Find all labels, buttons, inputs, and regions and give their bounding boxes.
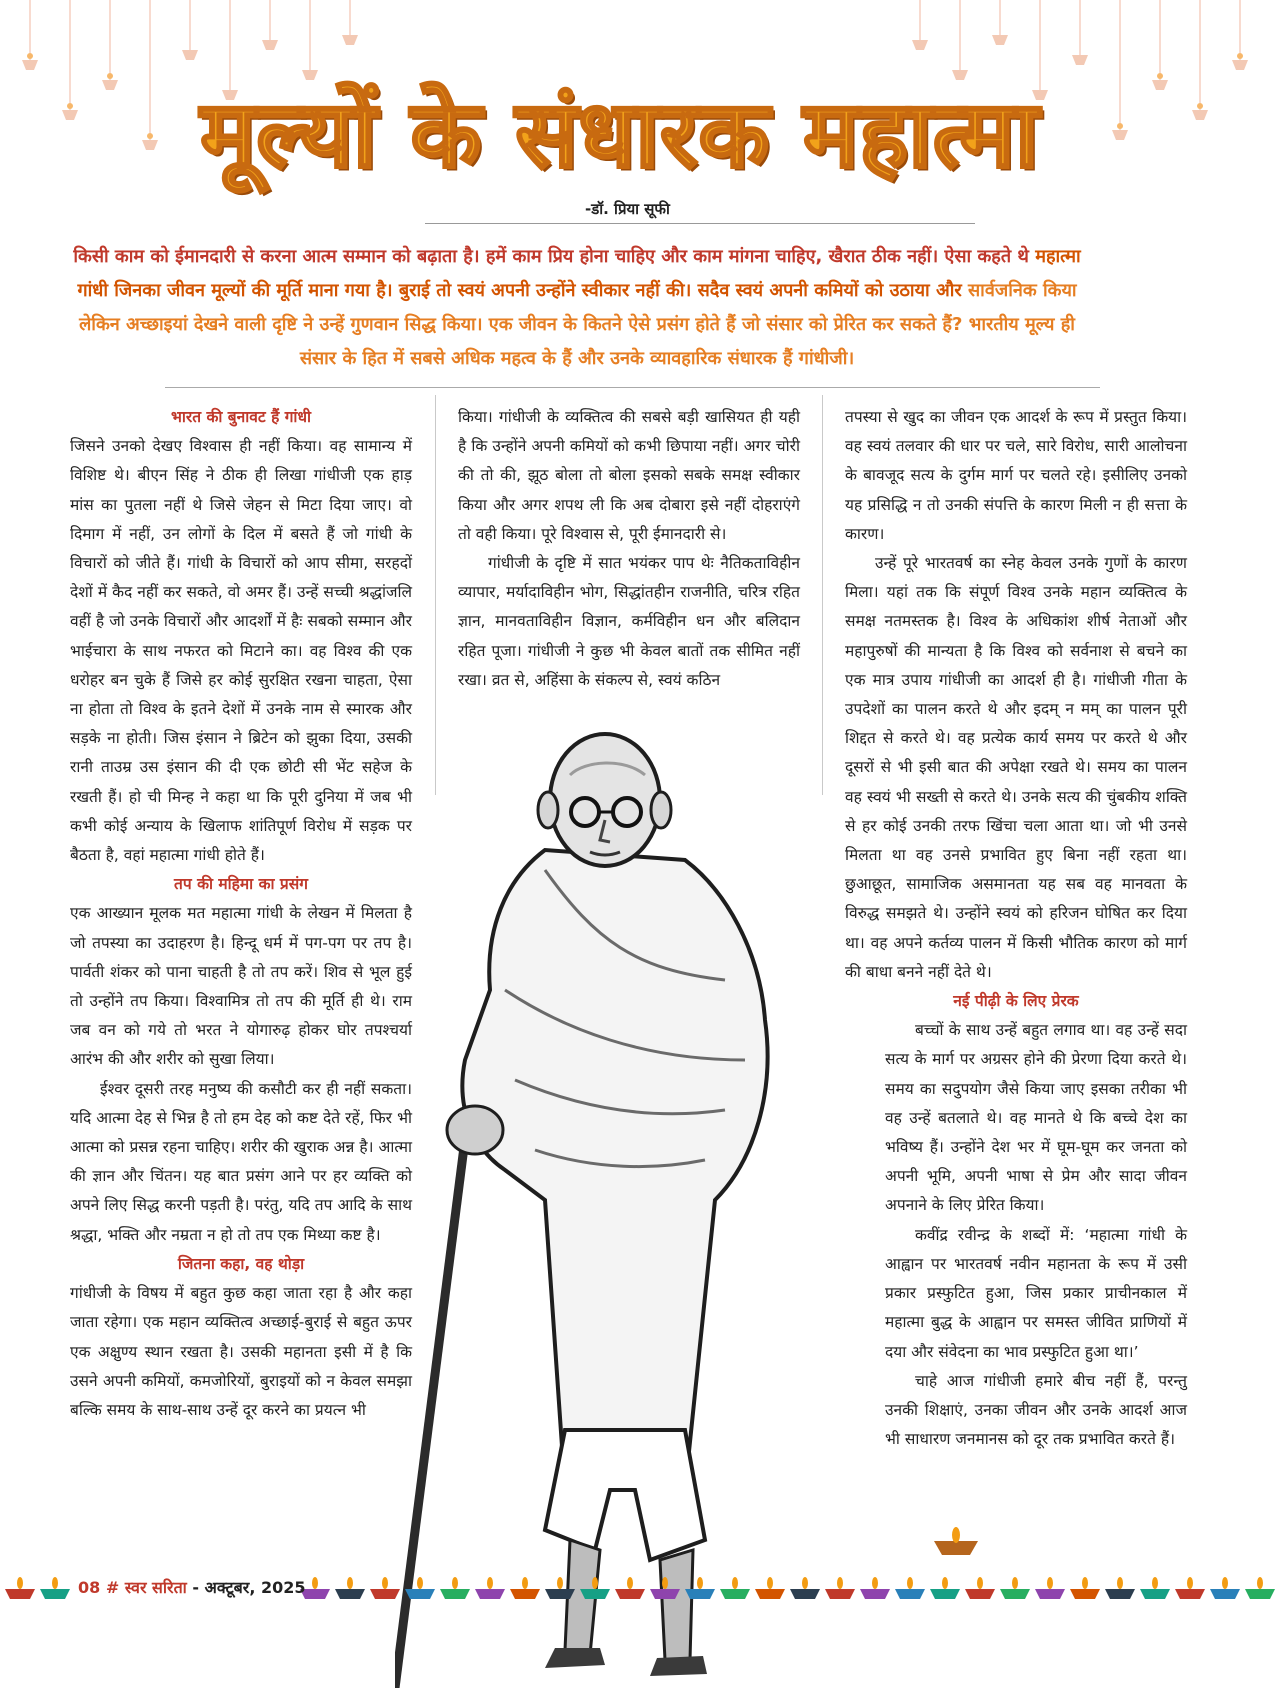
paragraph: एक आख्यान मूलक मत महात्मा गांधी के लेखन में मिलता है जो तपस्या का उदाहरण है। हिन्दू धर्म में पग-पग पर तप है। पार्वती शंकर को पाना चाहती है तो तप करें। शिव से भूल हुई तो उन्होंने तप किया। विश्वामित्र तो तप की मूर्ति ही थे। राम जब वन को गये तो भरत ने योगारुढ़ होकर घोर तपश्चर्या आरंभ की और शरीर को सुखा लिया। [70,904,412,1069]
paragraph: कवींद्र रवीन्द्र के शब्दों में: ‘महात्मा गांधी के आह्वान पर भारतवर्ष नवीन महानता के रूप में उसी प्रकार प्रस्फुटित हुआ, जिस प्रकार प्राचीनकाल में महात्मा बुद्ध के आह्वान पर समस्त जीवित प्राणियों में दया और संवेदना का भाव प्रस्फुटित हुआ था।’ [885,1225,1187,1361]
paragraph: तपस्या से खुद का जीवन एक आदर्श के रूप में प्रस्तुत किया। वह स्वयं तलवार की धार पर चले, सारे विरोध, सारी आलोचना के बावजूद सत्य के दुर्गम मार्ग पर चलते रहे। इसीलिए उनको यह प्रसिद्धि न तो उनकी संपत्ति के कारण मिली न ही सत्ता के कारण। [845,408,1187,543]
intro-line: महात्मा गांधी जिनका जीवन मूल्यों की मूर्ति माना गया है। बुराई तो स्वयं अपनी उन्होंने स्वीकार नहीं की। सदैव स्वयं अपनी कमियों को उठाया और [77,246,1081,301]
paragraph: जिसने उनको देखए विश्वास ही नहीं किया। वह सामान्य में विशिष्ट थे। बीएन सिंह ने ठीक ही लिखा गांधीजी एक हाड़ मांस का पुतला नहीं थे जिसे जेहन से मिटा दिया जाए। वो दिमाग में नहीं, उन लोगों के दिल में बसते हैं जो गांधी के विचारों को जीते हैं। गांधी के विचारों को आप सीमा, सरहदों देशों में कैद नहीं कर सकते, वो अमर हैं। उन्हें सच्ची श्रद्धांजलि वहीं है जो उनके विचारों और आदर्शों में हैः सबको सम्मान और भाईचारा के साथ नफरत को मिटाने का। वह विश्व की एक धरोहर बन चुके हैं जिसे हर कोई सुरक्षित रखना चाहता, ऐसा ना होता तो विश्व के इतने देशों में उनके नाम से स्मारक और सड़के ना होती। जिस इंसान ने ब्रिटेन को झुका दिया, उसकी रानी ताउम्र उस इंसान की दी एक छोटी सी भेंट सहेज के रखती हैं। हो ची मिन्ह ने कहा था कि पूरी दुनिया में जब भी कभी कोई अन्याय के खिलाफ शांतिपूर्ण विरोध में सड़क पर बैठता है, वहां महात्मा गांधी होते हैं। [70,437,412,865]
article-title: मूल्यों के संधारक महात्मा [200,81,1040,188]
section-heading: भारत की बुनावट हैं गांधी [170,408,311,426]
section-heading: तप की महिमा का प्रसंग [174,875,308,894]
diya-lamp-icon [930,1527,982,1559]
divider [425,223,975,224]
paragraph: गांधीजी के विषय में बहुत कुछ कहा जाता रहा है और कहा जाता रहेगा। एक महान व्यक्तित्व अच्छाई-बुराई से बहुत ऊपर एक अक्षुण्य स्थान रखता है। उसकी महानता इसी में है कि उसने अपनी कमियों, कमजोरियों, बुराइयों को न केवल समझा बल्कि समय के साथ-साथ उन्हें दूर करने का प्रयत्न भी [70,1284,412,1419]
paragraph: किया। गांधीजी के व्यक्तित्व की सबसे बड़ी खासियत ही यही है कि उन्होंने अपनी कमियों को कभी छिपाया नहीं। अगर चोरी की तो की, झूठ बोला तो बोला इसको सबके समक्ष स्वीकार किया और अगर शपथ ली कि अब दोबारा इसे नहीं दोहराएंगे तो वही किया। पूरे विश्वास से, पूरी ईमानदारी से। [458,408,800,543]
column-2 [458,403,800,695]
paragraph: बच्चों के साथ उन्हें बहुत लगाव था। वह उन्हें सदा सत्य के मार्ग पर अग्रसर होने की प्रेरणा दिया करते थे। समय का सदुपयोग जैसे किया जाए इसका तरीका भी वह उन्हें बतलाते थे। वह मानते थे कि बच्चे देश का भविष्य हैं। उन्होंने देश भर में घूम-घूम कर जनता को अपनी भूमि, अपनी भाषा से प्रेम और सादा जीवन अपनाने के लिए प्रेरित किया। [885,1021,1187,1215]
section-heading: नई पीढ़ी के लिए प्रेरक [953,992,1079,1011]
section-heading: जितना कहा, वह थोड़ा [177,1254,305,1273]
footer-label [78,1576,306,1598]
magazine-name: स्वर सरिता [124,1578,187,1597]
gandhi-illustration [395,730,825,1688]
column-3 [845,403,1187,1454]
paragraph: उन्हें पूरे भारतवर्ष का स्नेह केवल उनके गुणों के कारण मिला। यहां तक कि संपूर्ण विश्व उनके महान व्यक्तित्व के समक्ष नतमस्तक है। विश्व के अधिकांश शीर्ष नेताओं और महापुरुषों की मान्यता है कि विश्व को सर्वनाश से बचने का एक मात्र उपाय गांधीजी का आदर्श ही है। गांधीजी गीता के उपदेशों का पालन करते थे और इदम् न मम् का पालन पूरी शिद्दत से करते थे। वह प्रत्येक कार्य समय पर करते थे और दूसरों से भी इसी बात की अपेक्षा रखते थे। समय का पालन वह स्वयं भी सख्ती से करते थे। उनके सत्य की चुंबकीय शक्ति से हर कोई उनकी तरफ खिंचा चला आता था। जो भी उनसे मिलता था वह उनसे प्रभावित हुए बिना नहीं रहता था। छुआछूत, सामाजिक असमानता यह सब वह मानवता के विरुद्ध समझते थे। उन्होंने स्वयं को हरिजन घोषित कर दिया था। वह अपने कर्तव्य पालन में किसी भौतिक कारण को मार्ग की बाधा बनने नहीं देते थे। [845,554,1187,981]
intro-paragraph [62,240,1092,376]
intro-line: किसी काम को ईमानदारी से करना आत्म सम्मान को बढ़ाता है। हमें काम प्रिय होना चाहिए और काम मांगना चाहिए, खैरात ठीक नहीं। ऐसा कहते थे [73,246,1029,267]
author-byline: -डॉ. प्रिया सूफी [585,200,670,218]
issue-date: - अक्टूबर, 2025 [192,1578,306,1597]
column-1 [70,403,412,1425]
intro-line: सकते हैं? भारतीय मूल्य ही संसार के हित में सबसे अधिक महत्व के हैं और उनके व्यावहारिक संधारक हैं गांधीजी। [299,314,1075,369]
divider [165,387,1100,388]
intro-line: सार्वजनिक किया लेकिन अच्छाइयां देखने वाली दृष्टि ने उन्हें गुणवान सिद्ध किया। एक जीवन के कितने ऐसे प्रसंग होते हैं जो संसार को प्रेरित कर [79,280,1077,335]
paragraph: गांधीजी के दृष्टि में सात भयंकर पाप थेः नैतिकताविहीन व्यापार, मर्यादाविहीन भोग, सिद्धांतहीन राजनीति, चरित्र रहित ज्ञान, मानवताविहीन विज्ञान, कर्मविहीन धन और बलिदान रहित पूजा। गांधीजी ने कुछ भी केवल बातों तक सीमित नहीं रखा। व्रत से, अहिंसा के संकल्प से, स्वयं कठिन [458,554,800,689]
paragraph: ईश्वर दूसरी तरह मनुष्य की कसौटी कर ही नहीं सकता। यदि आत्मा देह से भिन्न है तो हम देह को कष्ट देते रहें, फिर भी आत्मा को प्रसन्न रहना चाहिए। शरीर की खुराक अन्न है। आत्मा की ज्ञान और चिंतन। यह बात प्रसंग आने पर हर व्यक्ति को अपने लिए सिद्ध करनी पड़ती है। परंतु, यदि तप आदि के साथ श्रद्धा, भक्ति और नम्रता न हो तो तप एक मिथ्या कष्ट है। [70,1079,412,1244]
paragraph: चाहे आज गांधीजी हमारे बीच नहीं हैं, परन्तु उनकी शिक्षाएं, उनका जीवन और उनके आदर्श आज भी साधारण जनमानस को दूर तक प्रभावित करते हैं। [885,1371,1187,1449]
page-number: 08 # [78,1578,120,1597]
